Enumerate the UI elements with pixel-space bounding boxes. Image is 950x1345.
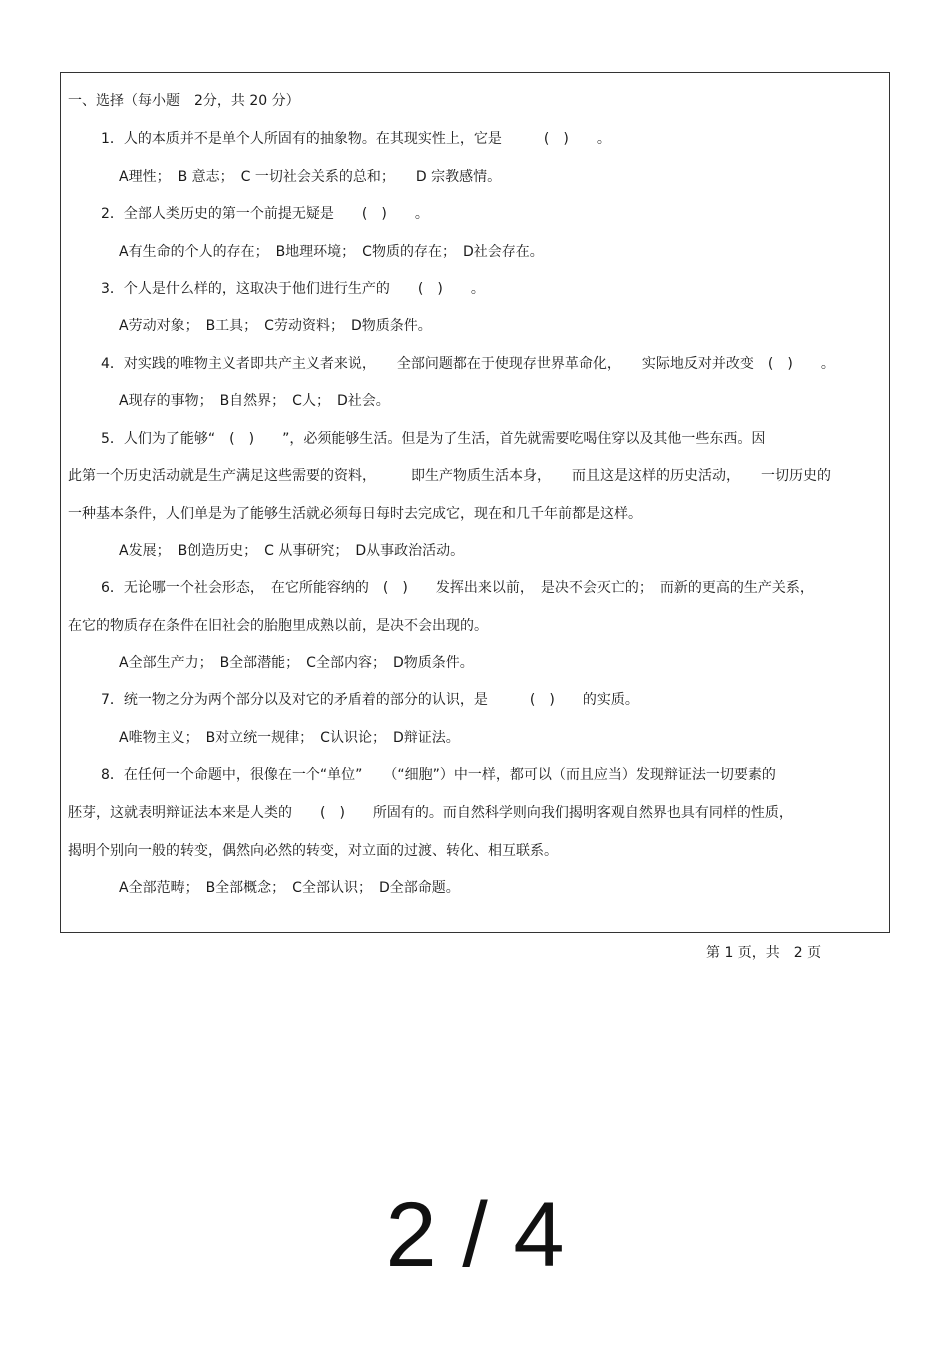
question-8-options: A全部范畴； B全部概念； C全部认识； D全部命题。 <box>119 880 460 896</box>
page-indicator: 2 / 4 <box>385 1184 565 1286</box>
question-8-continuation-1: 胚芽，这就表明辩证法本来是人类的 ( ) 所固有的。而自然科学则向我们揭明客观自然界也具有同样的性质， <box>68 805 793 821</box>
question-5-options: A发展； B创造历史； C 从事研究； D从事政治活动。 <box>119 543 465 559</box>
page-footer: 第 1 页，共 2 页 <box>706 945 822 961</box>
exam-question-box <box>60 72 890 933</box>
question-3-stem: 3．个人是什么样的，这取决于他们进行生产的 ( ) 。 <box>101 281 485 297</box>
question-3-options: A劳动对象； B工具； C劳动资料； D物质条件。 <box>119 318 432 334</box>
question-4-options: A现存的事物； B自然界； C人； D社会。 <box>119 393 390 409</box>
question-8-stem: 8．在任何一个命题中，很像在一个“单位” （“细胞”）中一样，都可以（而且应当）发现辩证法一切要素的 <box>101 767 776 783</box>
question-6-options: A全部生产力； B全部潜能； C全部内容； D物质条件。 <box>119 655 474 671</box>
question-1-options: A理性； B 意志； C 一切社会关系的总和； D 宗教感情。 <box>119 169 502 185</box>
question-1-stem: 1．人的本质并不是单个人所固有的抽象物。在其现实性上，它是 ( ) 。 <box>101 131 611 147</box>
question-2-stem: 2．全部人类历史的第一个前提无疑是 ( ) 。 <box>101 206 429 222</box>
question-6-stem: 6．无论哪一个社会形态， 在它所能容纳的 ( ) 发挥出来以前， 是决不会灭亡的； 而新的更高的生产关系， <box>101 580 814 596</box>
question-7-stem: 7．统一物之分为两个部分以及对它的矛盾着的部分的认识，是 ( ) 的实质。 <box>101 692 639 708</box>
question-5-stem: 5．人们为了能够“ ( ) ”，必须能够生活。但是为了生活，首先就需要吃喝住穿以及其他一些东西。因 <box>101 431 766 447</box>
section-title: 一、选择（每小题 2分，共 20 分） <box>68 93 300 109</box>
question-5-continuation-1: 此第一个历史活动就是生产满足这些需要的资料， 即生产物质生活本身， 而且这是这样的历史活动， 一切历史的 <box>68 468 831 484</box>
question-2-options: A有生命的个人的存在； B地理环境； C物质的存在； D社会存在。 <box>119 244 544 260</box>
question-5-continuation-2: 一种基本条件，人们单是为了能够生活就必须每日每时去完成它，现在和几千年前都是这样。 <box>68 506 642 522</box>
question-8-continuation-2: 揭明个别向一般的转变，偶然向必然的转变，对立面的过渡、转化、相互联系。 <box>68 843 558 859</box>
question-6-continuation-1: 在它的物质存在条件在旧社会的胎胞里成熟以前，是决不会出现的。 <box>68 618 488 634</box>
question-7-options: A唯物主义； B对立统一规律； C认识论； D辩证法。 <box>119 730 460 746</box>
question-4-stem: 4．对实践的唯物主义者即共产主义者来说， 全部问题都在于使现存世界革命化， 实际地反对并改变 ( ) 。 <box>101 356 835 372</box>
